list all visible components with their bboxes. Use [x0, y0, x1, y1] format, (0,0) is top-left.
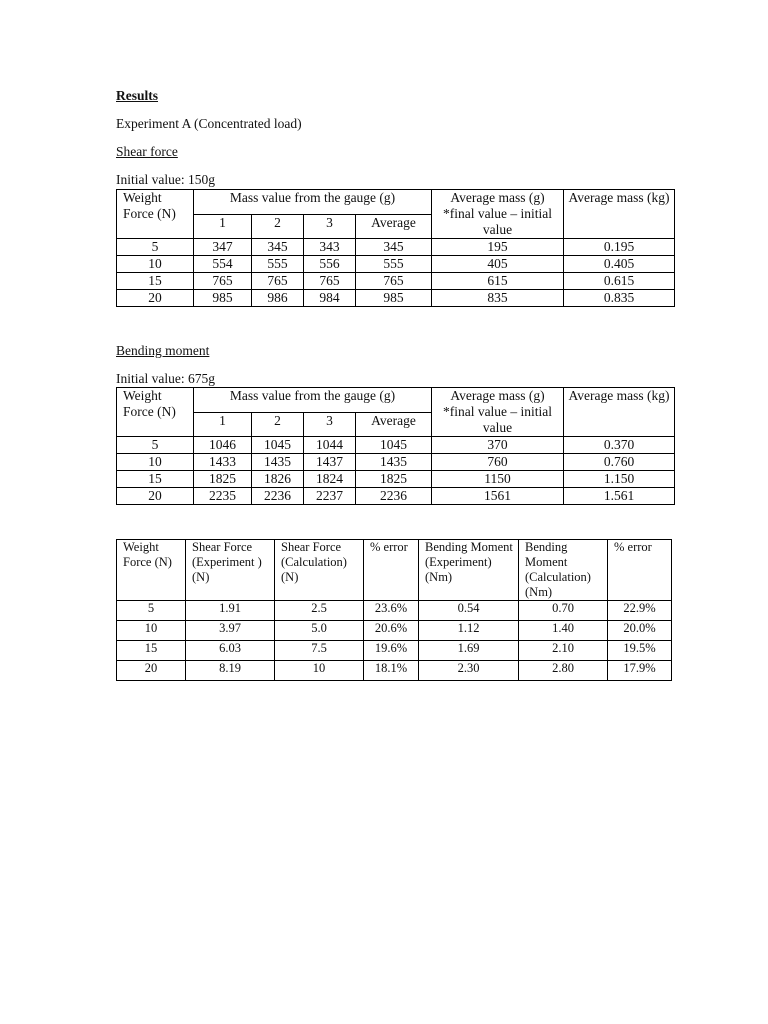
- table-cell: 2237: [304, 488, 356, 505]
- header-reading-3: 3: [304, 214, 356, 239]
- comparison-table: [116, 539, 672, 681]
- table-cell: 18.1%: [364, 661, 419, 681]
- table-cell: 1825: [194, 471, 252, 488]
- header-bending-moment-experiment: Bending Moment (Experiment) (Nm): [419, 540, 519, 601]
- bending-moment-table: [116, 387, 675, 505]
- table-cell: 2236: [356, 488, 432, 505]
- table-cell: 1433: [194, 454, 252, 471]
- header-shear-error: % error: [364, 540, 419, 601]
- header-gauge-group: Mass value from the gauge (g): [194, 388, 432, 413]
- table-cell: 765: [194, 273, 252, 290]
- table-cell: 1561: [432, 488, 564, 505]
- table-cell: 195: [432, 239, 564, 256]
- table-cell: 6.03: [186, 641, 275, 661]
- table-cell: 7.5: [275, 641, 364, 661]
- table-cell: 1824: [304, 471, 356, 488]
- table-cell: 0.195: [564, 239, 675, 256]
- table-cell: 765: [252, 273, 304, 290]
- table-cell: 2.80: [519, 661, 608, 681]
- table-cell: 1.40: [519, 621, 608, 641]
- table-cell: 3.97: [186, 621, 275, 641]
- table-cell: 555: [356, 256, 432, 273]
- table-cell: 5: [117, 601, 186, 621]
- header-bending-error: % error: [608, 540, 672, 601]
- table-cell: 5: [117, 239, 194, 256]
- shear-force-title: Shear force: [116, 144, 178, 159]
- table-cell: 555: [252, 256, 304, 273]
- header-average-mass-kg: Average mass (kg): [564, 388, 675, 437]
- header-weight-force: Weight Force (N): [117, 540, 186, 601]
- table-cell: 20: [117, 290, 194, 307]
- shear-initial-value: Initial value: 150g: [116, 172, 215, 187]
- table-cell: 1.150: [564, 471, 675, 488]
- header-average-mass-g: Average mass (g) *final value – initial value: [432, 388, 564, 437]
- header-average-mass-kg: Average mass (kg): [564, 190, 675, 239]
- table-cell: 8.19: [186, 661, 275, 681]
- table-cell: 17.9%: [608, 661, 672, 681]
- table-cell: 554: [194, 256, 252, 273]
- table-row: [117, 471, 675, 488]
- table-cell: 1435: [356, 454, 432, 471]
- table-cell: 984: [304, 290, 356, 307]
- table-cell: 0.54: [419, 601, 519, 621]
- bending-initial-value: Initial value: 675g: [116, 371, 215, 386]
- table-cell: 2.10: [519, 641, 608, 661]
- table-cell: 1.91: [186, 601, 275, 621]
- table-cell: 20: [117, 661, 186, 681]
- experiment-title: Experiment A (Concentrated load): [116, 116, 302, 131]
- table-cell: 1826: [252, 471, 304, 488]
- table-cell: 20.0%: [608, 621, 672, 641]
- table-cell: 5.0: [275, 621, 364, 641]
- table-cell: 986: [252, 290, 304, 307]
- header-weight-force: Weight Force (N): [117, 190, 194, 239]
- table-cell: 2236: [252, 488, 304, 505]
- table-cell: 835: [432, 290, 564, 307]
- table-cell: 1045: [356, 437, 432, 454]
- table-header-row: [117, 190, 675, 215]
- table-cell: 615: [432, 273, 564, 290]
- table-cell: 10: [117, 256, 194, 273]
- table-cell: 5: [117, 437, 194, 454]
- table-cell: 765: [356, 273, 432, 290]
- table-row: [117, 290, 675, 307]
- table-cell: 1825: [356, 471, 432, 488]
- table-cell: 1435: [252, 454, 304, 471]
- table-cell: 20: [117, 488, 194, 505]
- table-cell: 405: [432, 256, 564, 273]
- table-cell: 2235: [194, 488, 252, 505]
- table-cell: 1044: [304, 437, 356, 454]
- table-cell: 15: [117, 471, 194, 488]
- table-cell: 345: [356, 239, 432, 256]
- table-cell: 1150: [432, 471, 564, 488]
- table-cell: 0.760: [564, 454, 675, 471]
- table-cell: 23.6%: [364, 601, 419, 621]
- table-cell: 345: [252, 239, 304, 256]
- table-row: [117, 641, 672, 661]
- results-heading: Results: [116, 88, 159, 103]
- table-row: [117, 621, 672, 641]
- table-cell: 1045: [252, 437, 304, 454]
- table-cell: 10: [275, 661, 364, 681]
- header-shear-force-experiment: Shear Force (Experiment ) (N): [186, 540, 275, 601]
- table-row: [117, 488, 675, 505]
- table-cell: 1.12: [419, 621, 519, 641]
- table-cell: 760: [432, 454, 564, 471]
- table-cell: 556: [304, 256, 356, 273]
- table-cell: 2.30: [419, 661, 519, 681]
- table-cell: 343: [304, 239, 356, 256]
- table-cell: 1437: [304, 454, 356, 471]
- table-cell: 15: [117, 641, 186, 661]
- header-bending-moment-calculation: Bending Moment (Calculation) (Nm): [519, 540, 608, 601]
- table-cell: 22.9%: [608, 601, 672, 621]
- table-cell: 15: [117, 273, 194, 290]
- shear-force-table: [116, 189, 675, 307]
- table-cell: 0.615: [564, 273, 675, 290]
- table-header-row: [117, 388, 675, 413]
- table-cell: 20.6%: [364, 621, 419, 641]
- table-cell: 2.5: [275, 601, 364, 621]
- header-shear-force-calculation: Shear Force (Calculation) (N): [275, 540, 364, 601]
- table-row: [117, 661, 672, 681]
- table-cell: 19.6%: [364, 641, 419, 661]
- table-cell: 1.561: [564, 488, 675, 505]
- header-average: Average: [356, 214, 432, 239]
- table-cell: 10: [117, 454, 194, 471]
- header-gauge-group: Mass value from the gauge (g): [194, 190, 432, 215]
- table-cell: 347: [194, 239, 252, 256]
- table-row: [117, 454, 675, 471]
- table-row: [117, 239, 675, 256]
- header-average: Average: [356, 412, 432, 437]
- table-cell: 370: [432, 437, 564, 454]
- table-cell: 0.370: [564, 437, 675, 454]
- header-reading-1: 1: [194, 214, 252, 239]
- bending-moment-title: Bending moment: [116, 343, 210, 358]
- table-row: [117, 256, 675, 273]
- table-cell: 0.405: [564, 256, 675, 273]
- header-reading-3: 3: [304, 412, 356, 437]
- header-average-mass-g: Average mass (g) *final value – initial value: [432, 190, 564, 239]
- table-header-row: [117, 540, 672, 601]
- table-cell: 19.5%: [608, 641, 672, 661]
- header-reading-2: 2: [252, 214, 304, 239]
- table-cell: 1.69: [419, 641, 519, 661]
- table-row: [117, 437, 675, 454]
- table-cell: 10: [117, 621, 186, 641]
- header-weight-force: Weight Force (N): [117, 388, 194, 437]
- table-cell: 0.835: [564, 290, 675, 307]
- table-cell: 765: [304, 273, 356, 290]
- table-row: [117, 273, 675, 290]
- header-reading-2: 2: [252, 412, 304, 437]
- table-cell: 0.70: [519, 601, 608, 621]
- table-cell: 1046: [194, 437, 252, 454]
- table-cell: 985: [194, 290, 252, 307]
- table-row: [117, 601, 672, 621]
- header-reading-1: 1: [194, 412, 252, 437]
- table-cell: 985: [356, 290, 432, 307]
